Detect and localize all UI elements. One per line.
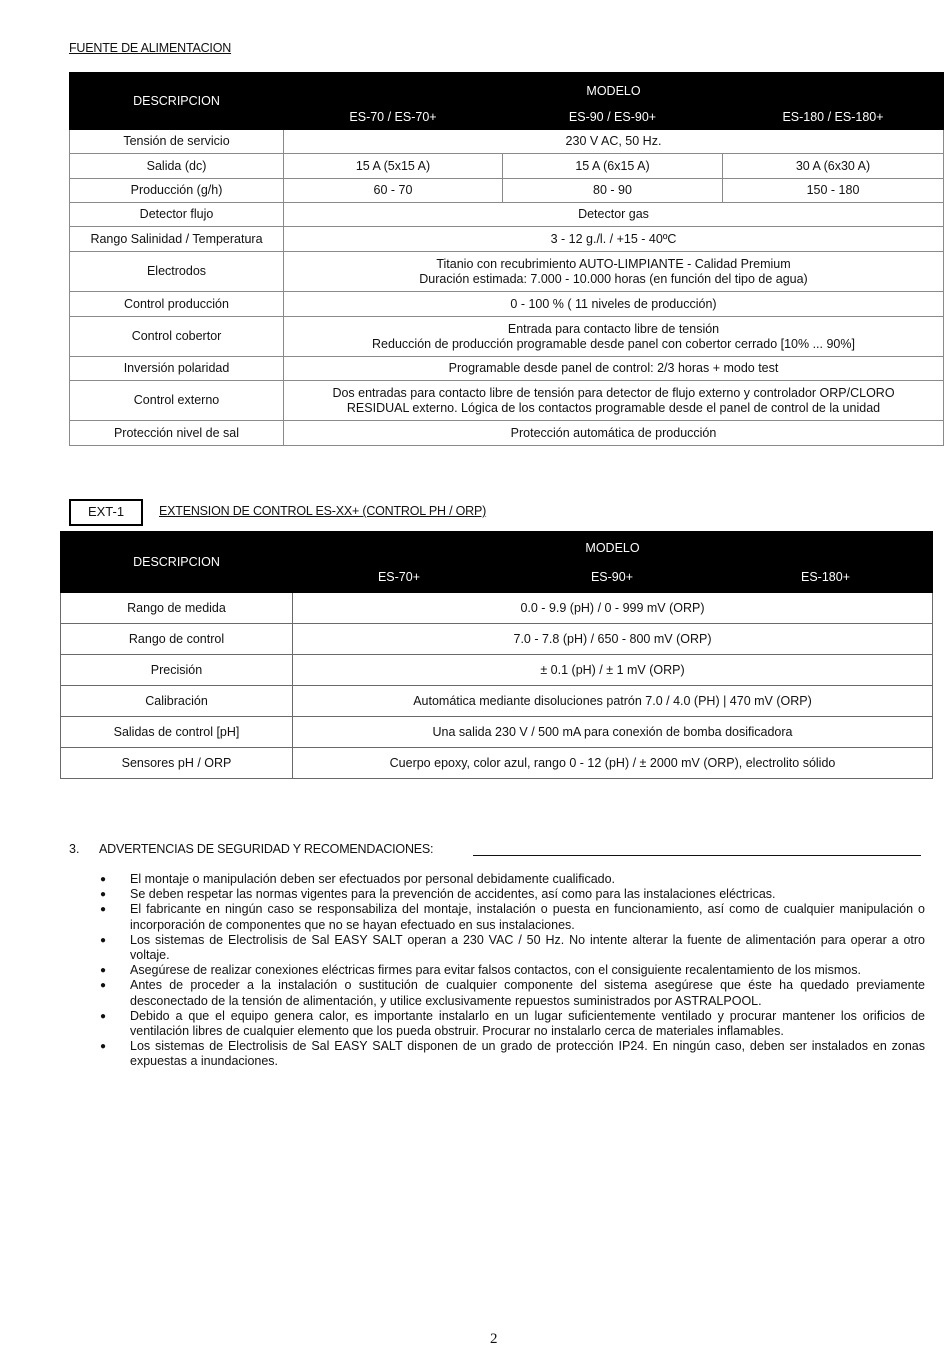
power-supply-table	[69, 72, 944, 446]
row-value: 7.0 - 7.8 (pH) / 650 - 800 mV (ORP)	[293, 624, 933, 655]
table-row	[70, 203, 944, 227]
bullet-icon: ●	[99, 1010, 107, 1022]
row-label: Detector flujo	[70, 203, 284, 227]
bullet-icon: ●	[99, 934, 107, 946]
bullet-icon: ●	[99, 874, 107, 885]
header-modelo: MODELO	[293, 532, 933, 562]
table-row	[70, 179, 944, 203]
list-item-text: Los sistemas de Electrolisis de Sal EASY SALT disponen de un grado de protección IP24. En ningún caso, deben ser instalados en zonas expuestas a inundaciones.	[130, 1039, 925, 1069]
list-item	[99, 872, 925, 887]
table-row	[61, 593, 933, 624]
section-title-extension: EXTENSION DE CONTROL ES-XX+ (CONTROL PH / ORP)	[159, 504, 487, 518]
row-label: Electrodos	[70, 252, 284, 292]
row-value: Programable desde panel de control: 2/3 horas + modo test	[284, 357, 944, 381]
table-row	[70, 357, 944, 381]
row-value-line: Dos entradas para contacto libre de tensión para detector de flujo externo y controlador ORP/CLORO	[332, 385, 895, 400]
list-item-text: Los sistemas de Electrolisis de Sal EASY SALT operan a 230 VAC / 50 Hz. No intente alterar la fuente de alimentación para operar a otro voltaje.	[130, 932, 925, 963]
bullet-icon: ●	[99, 904, 107, 916]
warnings-list	[99, 872, 925, 1070]
row-value: ± 0.1 (pH) / ± 1 mV (ORP)	[293, 655, 933, 686]
row-value-line: Duración estimada: 7.000 - 10.000 horas (en función del tipo de agua)	[419, 271, 808, 286]
row-value	[284, 381, 944, 421]
table-row	[61, 686, 933, 717]
table-row	[70, 317, 944, 357]
list-item-text: El montaje o manipulación deben ser efectuados por personal debidamente cualificado.	[130, 872, 616, 886]
ext-1-box-label: EXT-1	[69, 499, 143, 526]
table-row	[70, 154, 944, 179]
row-value: Una salida 230 V / 500 mA para conexión de bomba dosificadora	[293, 717, 933, 748]
row-value: 15 A (5x15 A)	[284, 154, 503, 179]
row-label: Producción (g/h)	[70, 179, 284, 203]
row-value: Cuerpo epoxy, color azul, rango 0 - 12 (pH) / ± 2000 mV (ORP), electrolito sólido	[293, 748, 933, 779]
row-label: Rango de medida	[61, 593, 293, 624]
table-row	[70, 227, 944, 252]
row-value: 60 - 70	[284, 179, 503, 203]
row-label: Salidas de control [pH]	[61, 717, 293, 748]
row-label: Control cobertor	[70, 317, 284, 357]
title-rule	[473, 855, 921, 856]
row-value-line: Entrada para contacto libre de tensión	[507, 321, 720, 336]
list-item-text: Antes de proceder a la instalación o sustitución de cualquier componente del sistema asegúrese que éste ha quedado previamente desconectado de la tensión de alimentación, y utilice exclusivamente repuestos suministrados por ASTRALPOOL.	[130, 978, 925, 1008]
header-model-2: ES-90 / ES-90+	[503, 105, 723, 130]
table-row	[70, 292, 944, 317]
row-value: 0 - 100 % ( 11 niveles de producción)	[284, 292, 944, 317]
header-row-top	[70, 73, 944, 105]
row-label: Inversión polaridad	[70, 357, 284, 381]
row-label: Rango de control	[61, 624, 293, 655]
row-value: 150 - 180	[723, 179, 944, 203]
page-number: 2	[490, 1331, 498, 1347]
row-label: Tensión de servicio	[70, 130, 284, 154]
header-model-1: ES-70+	[293, 562, 506, 593]
row-value: 230 V AC, 50 Hz.	[284, 130, 944, 154]
header-model-1: ES-70 / ES-70+	[284, 105, 503, 130]
bullet-icon: ●	[99, 889, 107, 901]
row-value: 3 - 12 g./l. / +15 - 40ºC	[284, 227, 944, 252]
list-item-text: El fabricante en ningún caso se responsabiliza del montaje, instalación o puesta en funcionamiento, así como de cualquier manipulación o incorporación de componentes que no se hayan efectuado en sus instalaciones.	[130, 902, 925, 932]
row-value: 15 A (6x15 A)	[503, 154, 723, 179]
header-descripcion: DESCRIPCION	[61, 532, 293, 593]
section-title-fuente: FUENTE DE ALIMENTACION	[69, 41, 232, 55]
table-row	[70, 421, 944, 446]
table-row	[61, 717, 933, 748]
extension-table	[60, 531, 933, 779]
row-label: Rango Salinidad / Temperatura	[70, 227, 284, 252]
table-row	[70, 252, 944, 292]
row-label: Precisión	[61, 655, 293, 686]
table-row	[61, 748, 933, 779]
header-model-3: ES-180+	[719, 562, 933, 593]
row-label: Sensores pH / ORP	[61, 748, 293, 779]
table-row	[61, 624, 933, 655]
list-item	[99, 933, 925, 963]
row-label: Salida (dc)	[70, 154, 284, 179]
table-row	[70, 381, 944, 421]
row-value: Automática mediante disoluciones patrón 7.0 / 4.0 (PH) | 470 mV (ORP)	[293, 686, 933, 717]
list-item-text: Se deben respetar las normas vigentes para la prevención de accidentes, así como para las instalaciones eléctricas.	[130, 887, 776, 902]
section-number: 3.	[69, 842, 80, 856]
bullet-icon: ●	[99, 965, 107, 977]
list-item	[99, 887, 925, 902]
row-label: Protección nivel de sal	[70, 421, 284, 446]
row-value	[284, 317, 944, 357]
bullet-icon: ●	[99, 980, 107, 992]
header-model-3: ES-180 / ES-180+	[723, 105, 944, 130]
list-item-text: Debido a que el equipo genera calor, es importante instalarlo en un lugar suficientemente ventilado y procurar mantener los orificios de ventilación libres de cualquier elemento que los pueda obstruir. Procurar no instalarlo cerca de materiales inflamables.	[130, 1008, 925, 1039]
list-item-text: Asegúrese de realizar conexiones eléctricas firmes para evitar falsos contactos, con el consiguiente recalentamiento de los mismos.	[130, 963, 861, 978]
section-title-advertencias: ADVERTENCIAS DE SEGURIDAD Y RECOMENDACIONES:	[99, 842, 434, 856]
header-modelo: MODELO	[284, 73, 944, 105]
row-value: 80 - 90	[503, 179, 723, 203]
list-item	[99, 963, 925, 978]
row-label: Control externo	[70, 381, 284, 421]
list-item	[99, 1009, 925, 1039]
row-value-line: Titanio con recubrimiento AUTO-LIMPIANTE - Calidad Premium	[436, 256, 791, 271]
row-label: Calibración	[61, 686, 293, 717]
header-model-2: ES-90+	[506, 562, 719, 593]
row-value-line: Reducción de producción programable desde panel con cobertor cerrado [10% ... 90%]	[372, 336, 855, 351]
bullet-icon: ●	[99, 1041, 107, 1053]
row-value: 30 A (6x30 A)	[723, 154, 944, 179]
header-row-top	[61, 532, 933, 562]
row-value: 0.0 - 9.9 (pH) / 0 - 999 mV (ORP)	[293, 593, 933, 624]
row-value: Protección automática de producción	[284, 421, 944, 446]
row-value	[284, 252, 944, 292]
header-descripcion: DESCRIPCION	[70, 73, 284, 130]
table-row	[70, 130, 944, 154]
list-item	[99, 1039, 925, 1069]
row-label: Control producción	[70, 292, 284, 317]
list-item	[99, 978, 925, 1008]
list-item	[99, 902, 925, 932]
table-row	[61, 655, 933, 686]
row-value: Detector gas	[284, 203, 944, 227]
row-value-line: RESIDUAL externo. Lógica de los contactos programable desde el panel de control de la unidad	[346, 400, 881, 415]
